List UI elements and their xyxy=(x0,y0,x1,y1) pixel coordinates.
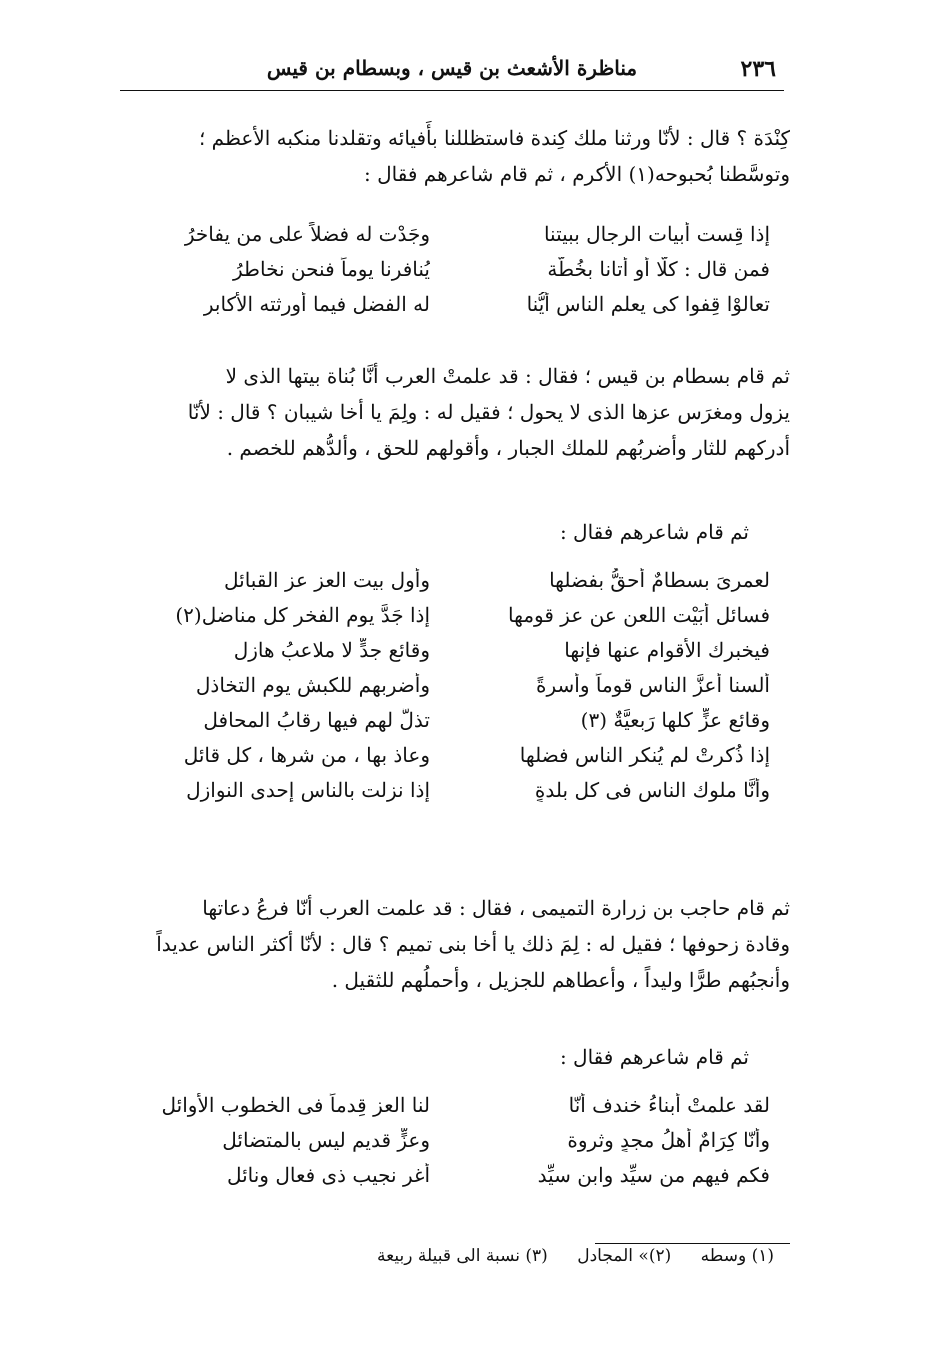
first-hemistich: تعالوْا قِفوا كى يعلم الناس أيُّنا xyxy=(526,292,770,316)
second-hemistich: إذا جَدَّ يوم الفخر كل مناضل(٢) xyxy=(175,603,430,627)
second-hemistich: إذا نزلت بالناس إحدى النوازل xyxy=(186,778,430,802)
first-hemistich: وأنّا كِرَامٌ أهلُ مجدٍ وثروة xyxy=(567,1128,770,1152)
paragraph-line: ثم قام حاجب بن زرارة التميمى ، فقال : قد علمت العرب أنّا فرعُ دعاتها xyxy=(202,896,790,920)
verse xyxy=(130,638,770,673)
second-hemistich: يُنافرنا يوماً فنحن نخاطرُ xyxy=(233,257,430,281)
paragraph-line: ثم قام بسطام بن قيس ؛ فقال : قد علمتْ العرب أنَّا بُناة بيتها الذى لا xyxy=(225,364,790,388)
poem-3 xyxy=(130,1093,770,1198)
second-hemistich: وأول بيت العز عز القبائلِ xyxy=(224,568,430,592)
first-hemistich: فيخبرك الأقوام عنها فإنها xyxy=(564,638,770,662)
page-number: ٢٣٦ xyxy=(740,56,776,82)
paragraph-line: يزول ومغرَس عزها الذى لا يحول ؛ فقيل له : ولِمَ يا أخا شيبان ؟ قال : لأنّا xyxy=(187,400,790,424)
verse xyxy=(130,257,770,292)
second-hemistich: تذلُّ لهم فيها رقابُ المحافل xyxy=(203,708,430,732)
second-hemistich: وأضربهم للكبش يوم التخاذل xyxy=(195,673,430,697)
paragraph-1 xyxy=(110,120,790,192)
first-hemistich: وأنَّا ملوك الناس فى كل بلدةٍ xyxy=(534,778,770,802)
verse xyxy=(130,222,770,257)
first-hemistich: ألسنا أعزَّ الناس قوماً وأسرةً xyxy=(536,673,770,697)
first-hemistich: لقد علمتْ أبناءُ خندف أنّا xyxy=(568,1093,770,1117)
verse xyxy=(130,778,770,813)
verse xyxy=(130,603,770,638)
paragraph-2 xyxy=(110,358,790,466)
first-hemistich: إذا ذُكرتْ لم يُنكر الناس فضلها xyxy=(519,743,770,767)
second-hemistich: وعاذ بها ، من شرها ، كل قائل xyxy=(183,743,430,767)
verse xyxy=(130,292,770,327)
second-hemistich: وقائع جدٍّ لا ملاعبُ هازل xyxy=(233,638,430,662)
verse xyxy=(130,1128,770,1163)
paragraph-line: وتوسَّطنا بُحبوحه(١) الأكرم ، ثم قام شاعرهم فقال : xyxy=(364,162,790,186)
verse xyxy=(130,568,770,603)
verse xyxy=(130,673,770,708)
first-hemistich: إذا قِست أبيات الرجال ببيتنا xyxy=(543,222,770,246)
poet-intro: ثم قام شاعرهم فقال : xyxy=(559,1045,749,1069)
first-hemistich: فسائل أبَيْت اللعن عن عز قومها xyxy=(508,603,770,627)
second-hemistich: وجَدْت له فضلاً على من يفاخرُ xyxy=(184,222,430,246)
first-hemistich: لعمرىَ بسطامٌ أحقُّ بفضلها xyxy=(549,568,770,592)
footnote: (٢)» المجادل xyxy=(577,1246,672,1266)
first-hemistich: فكم فيهم من سيِّد وابن سيِّد xyxy=(537,1163,770,1187)
paragraph-line: وأنجبُهم طرًّا وليداً ، وأعطاهم للجزيل ، وأحملُهم للثقيل . xyxy=(331,968,790,992)
paragraph-line: وقادة زحوفها ؛ فقيل له : لِمَ ذلك يا أخا بنى تميم ؟ قال : لأنّا أكثر الناس عديداً xyxy=(156,932,790,956)
footnote: (٣) نسبة الى قبيلة ربيعة xyxy=(377,1246,548,1266)
poet-intro: ثم قام شاعرهم فقال : xyxy=(559,520,749,544)
verse xyxy=(130,708,770,743)
paragraph-3 xyxy=(110,890,790,998)
page-header xyxy=(120,50,784,91)
second-hemistich: لنا العز قِدماً فى الخطوب الأوائل xyxy=(161,1093,430,1117)
paragraph-line: أدركهم للثار وأضربُهم للملك الجبار ، وأقولهم للحق ، وألدُّهم للخصم . xyxy=(226,436,790,460)
footnote: (١) وسطه xyxy=(700,1246,774,1266)
first-hemistich: فمن قال : كلَّا أو أتانا بخُطَّة xyxy=(547,257,770,281)
first-hemistich: وقائع عزٍّ كلها رَبعيَّةٌ (٣) xyxy=(580,708,770,732)
poem-2 xyxy=(130,568,770,813)
footnote-rule xyxy=(595,1243,790,1244)
paragraph-line: كِنْدَة ؟ قال : لأنّا ورثنا ملك كِندة فاستظللنا بأَفيائه وتقلدنا منكبه الأعظم ؛ xyxy=(198,126,790,150)
footnotes xyxy=(353,1246,774,1266)
verse xyxy=(130,743,770,778)
running-title: مناظرة الأشعث بن قيس ، وبسطام بن قيس xyxy=(266,56,638,80)
second-hemistich: وعزٍّ قديم ليس بالمتضائل xyxy=(222,1128,430,1152)
second-hemistich: أغر نجيب ذى فعال ونائل xyxy=(226,1163,430,1187)
poem-1 xyxy=(130,222,770,327)
verse xyxy=(130,1093,770,1128)
second-hemistich: له الفضل فيما أورثته الأكابر xyxy=(203,292,430,316)
verse xyxy=(130,1163,770,1198)
